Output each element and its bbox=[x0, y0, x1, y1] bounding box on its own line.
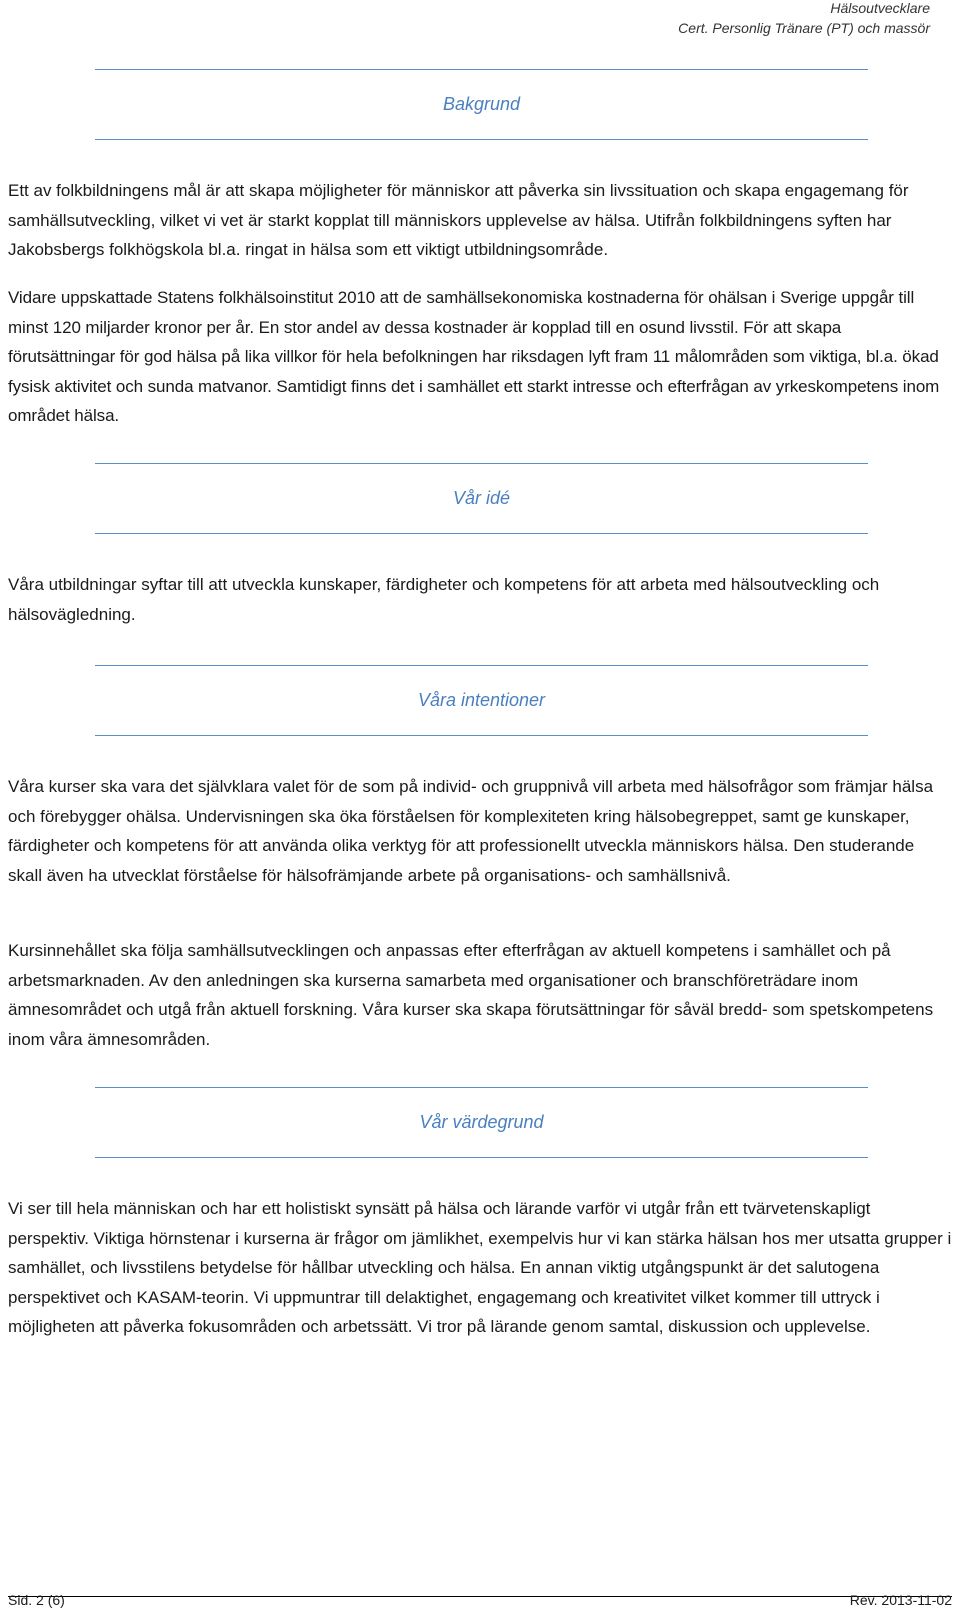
footer-page-number: Sid. 2 (6) bbox=[8, 1592, 65, 1608]
footer-revision: Rev. 2013-11-02 bbox=[849, 1592, 952, 1608]
section-title-var-ide: Vår idé bbox=[452, 488, 511, 508]
section-rule-top bbox=[95, 69, 868, 70]
var-ide-paragraph-1: Våra utbildningar syftar till att utveckla kunskaper, färdigheter och kompetens för att arbeta med hälsoutveckling och hälsovägledning. bbox=[8, 575, 880, 624]
section-rule-bottom bbox=[95, 139, 868, 140]
section-title-var-vardegrund: Vår värdegrund bbox=[419, 1112, 544, 1132]
section-rule-bottom bbox=[95, 1157, 868, 1158]
section-rule-top bbox=[95, 463, 868, 464]
section-rule-bottom bbox=[95, 533, 868, 534]
header-title: Hälsoutvecklare bbox=[830, 0, 930, 16]
footer-rule bbox=[8, 1596, 952, 1597]
section-title-bakgrund: Bakgrund bbox=[442, 94, 521, 114]
header-subtitle: Cert. Personlig Tränare (PT) och massör bbox=[678, 20, 930, 36]
section-rule-bottom bbox=[95, 735, 868, 736]
vara-intentioner-paragraph-1: Våra kurser ska vara det självklara valet för de som på individ- och gruppnivå vill arbeta med hälsofrågor som främjar hälsa och förebygger ohälsa. Undervisningen ska öka förståelsen för komplexiteten kring hälsobegreppet, samt ge kunskaper, färdigheter och kompetens för att använda olika verktyg för att professionellt utveckla människors hälsa. Den studerande skall även ha utvecklat förståelse för hälsofrämjande arbete på organisations- och samhällsnivå. bbox=[8, 777, 934, 885]
vara-intentioner-paragraph-2: Kursinnehållet ska följa samhällsutvecklingen och anpassas efter efterfrågan av aktuell kompetens i samhället och på arbetsmarknaden. Av den anledningen ska kurserna samarbeta med organisationer och branschföreträdare inom ämnesområdet och utgå från aktuell forskning. Våra kurser ska skapa förutsättningar för såväl bredd- som spetskompetens inom våra ämnesområden. bbox=[8, 941, 934, 1049]
section-title-vara-intentioner: Våra intentioner bbox=[417, 690, 546, 710]
section-rule-top bbox=[95, 1087, 868, 1088]
bakgrund-paragraph-1: Ett av folkbildningens mål är att skapa möjligheter för människor att påverka sin livssituation och skapa engagemang för samhällsutveckling, vilket vi vet är starkt kopplat till människors upplevelse av hälsa. Utifrån folkbildningens syften har Jakobsbergs folkhögskola bl.a. ringat in hälsa som ett viktigt utbildningsområde. bbox=[8, 181, 909, 259]
var-vardegrund-paragraph-1: Vi ser till hela människan och har ett holistiskt synsätt på hälsa och lärande varför vi utgår från ett tvärvetenskapligt perspektiv. Viktiga hörnstenar i kurserna är frågor om jämlikhet, exempelvis hur vi kan stärka hälsan hos mer utsatta grupper i samhället, och livsstilens betydelse för hållbar utveckling och hälsa. En annan viktig utgångspunkt är det salutogena perspektivet och KASAM-teorin. Vi uppmuntrar till delaktighet, engagemang och kreativitet vilket kommer till uttryck i möjligheten att påverka fokusområden och arbetssätt. Vi tror på lärande genom samtal, diskussion och upplevelse. bbox=[8, 1199, 952, 1336]
bakgrund-paragraph-2: Vidare uppskattade Statens folkhälsoinstitut 2010 att de samhällsekonomiska kostnaderna för ohälsan i Sverige uppgår till minst 120 miljarder kronor per år. En stor andel av dessa kostnader är kopplad till en osund livsstil. För att skapa förutsättningar för god hälsa på lika villkor för hela befolkningen har riksdagen lyft fram 11 målområden som viktiga, bl.a. ökad fysisk aktivitet och sunda matvanor. Samtidigt finns det i samhället ett starkt intresse och efterfrågan av yrkeskompetens inom området hälsa. bbox=[8, 288, 940, 425]
section-rule-top bbox=[95, 665, 868, 666]
